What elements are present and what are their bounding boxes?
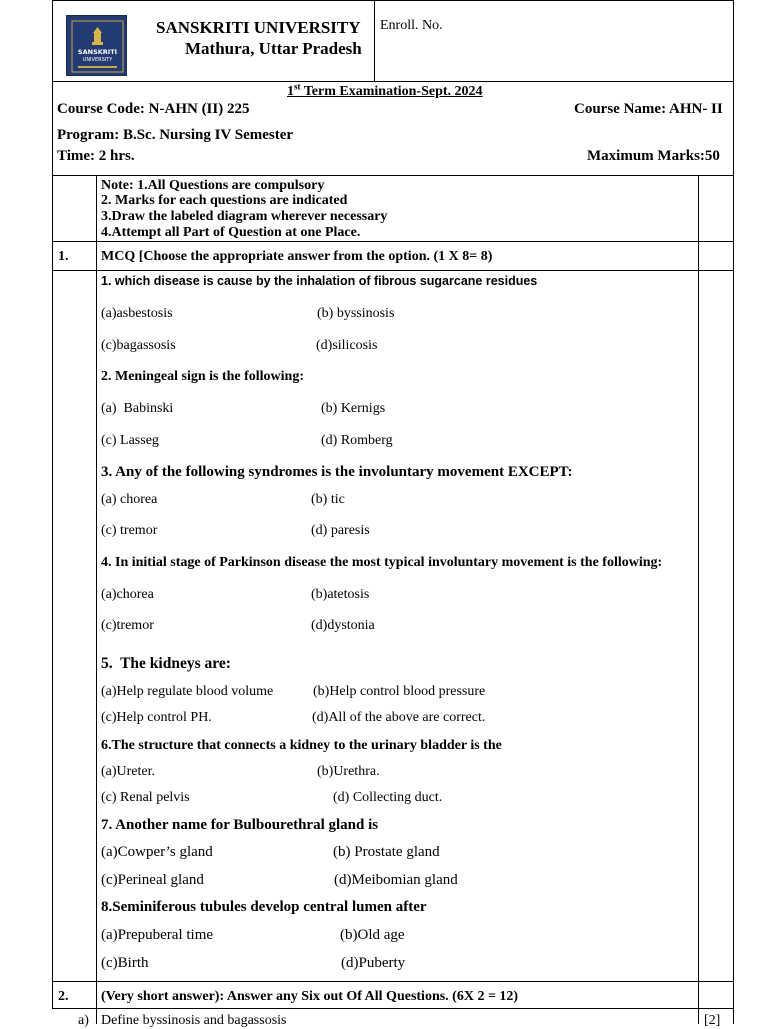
section2-row-col-divider [96,1008,97,1024]
question-8: 8.Seminiferous tubules develop central lumen after [101,899,427,915]
exam-title-num: 1 [287,84,294,99]
q3-option-a: (a) chorea [101,492,158,507]
notes-col-divider [96,175,97,1008]
q3-option-d: (d) paresis [311,523,370,538]
university-logo [66,15,127,76]
section2-item-a-marks: [2] [704,1013,721,1028]
q8-option-a: (a)Prepuberal time [101,927,214,943]
q6-option-d: (d) Collecting duct. [333,790,443,805]
notes-top-border [52,175,734,176]
q4-option-a: (a)chorea [101,587,154,602]
section2-item-a-text: Define byssinosis and bagassosis [101,1013,287,1028]
q5-option-d: (d)All of the above are correct. [312,710,486,725]
section1-row-border [52,270,734,271]
q1-option-d: (d)silicosis [316,338,378,353]
q5-option-c: (c)Help control PH. [101,710,212,725]
q5-option-b: (b)Help control blood pressure [313,684,486,699]
question-6: 6.The structure that connects a kidney to the urinary bladder is the [101,738,502,753]
section2-item-a-label: a) [78,1013,89,1028]
exam-title [287,83,483,100]
section2-bottom-border [52,1008,734,1009]
header-top-border [52,0,734,1]
section2-title: (Very short answer): Answer any Six out Of All Questions. (6X 2 = 12) [101,989,519,1004]
q2-option-a: (a) Babinski [101,401,174,416]
q8-option-b: (b)Old age [340,927,405,943]
enroll-no-label: Enroll. No. [380,18,443,33]
section1-title: MCQ [Choose the appropriate answer from the option. (1 X 8= 8) [101,249,493,264]
maximum-marks: Maximum Marks:50 [587,148,720,164]
q6-option-a: (a)Ureter. [101,764,156,779]
question-2: 2. Meningeal sign is the following: [101,369,305,384]
q8-option-c: (c)Birth [101,955,149,971]
exam-time: Time: 2 hrs. [57,148,135,164]
logo-text-2: UNIVERSITY [82,57,113,63]
q4-option-b: (b)atetosis [311,587,370,602]
note-line-3: 3.Draw the labeled diagram wherever necessary [101,209,388,224]
q2-option-b: (b) Kernigs [321,401,386,416]
section2-row-marks-divider [698,1008,699,1024]
q2-option-d: (d) Romberg [321,433,393,448]
question-7: 7. Another name for Bulbourethral gland is [101,817,379,833]
note-line-4: 4.Attempt all Part of Question at one Place. [101,225,361,240]
left-border [52,0,53,1008]
right-border [733,0,734,1008]
question-4: 4. In initial stage of Parkinson disease the most typical involuntary movement is the following: [101,555,663,570]
q2-option-c: (c) Lasseg [101,433,159,448]
q3-option-c: (c) tremor [101,523,158,538]
question-3: 3. Any of the following syndromes is the involuntary movement EXCEPT: [101,464,573,480]
note-line-1: Note: 1.All Questions are compulsory [101,178,325,193]
university-name: SANSKRITI UNIVERSITY [156,18,361,37]
q1-option-b: (b) byssinosis [317,306,395,321]
program: Program: B.Sc. Nursing IV Semester [57,127,294,143]
course-code: Course Code: N-AHN (II) 225 [57,101,250,117]
section2-number: 2. [58,989,69,1004]
course-name: Course Name: AHN- II [574,101,723,117]
q8-option-d: (d)Puberty [341,955,406,971]
exam-title-rest: Term Examination-Sept. 2024 [300,84,483,99]
q6-option-c: (c) Renal pelvis [101,790,190,805]
question-5: 5. The kidneys are: [101,655,231,672]
header-divider [374,0,375,82]
section2-row-right-border [733,1008,734,1024]
q7-option-b: (b) Prostate gland [333,844,440,860]
exam-title-sup: st [294,81,301,92]
q7-option-c: (c)Perineal gland [101,872,204,888]
q3-option-b: (b) tic [311,492,345,507]
marks-col-divider [698,175,699,1008]
university-location: Mathura, Uttar Pradesh [185,39,362,58]
q1-option-a: (a)asbestosis [101,306,173,321]
question-1: 1. which disease is cause by the inhalation of fibrous sugarcane residues [101,274,538,288]
q5-option-a: (a)Help regulate blood volume [101,684,274,699]
q1-option-c: (c)bagassosis [101,338,176,353]
section1-number: 1. [58,249,69,264]
logo-text-1: SANSKRITI [77,48,118,56]
note-line-2: 2. Marks for each questions are indicated [101,193,348,208]
q7-option-a: (a)Cowper’s gland [101,844,213,860]
q4-option-d: (d)dystonia [311,618,375,633]
q7-option-d: (d)Meibomian gland [334,872,458,888]
q6-option-b: (b)Urethra. [317,764,380,779]
header-bottom-border [52,81,734,82]
q4-option-c: (c)tremor [101,618,154,633]
section2-top-border [52,981,734,982]
notes-bottom-border [52,241,734,242]
